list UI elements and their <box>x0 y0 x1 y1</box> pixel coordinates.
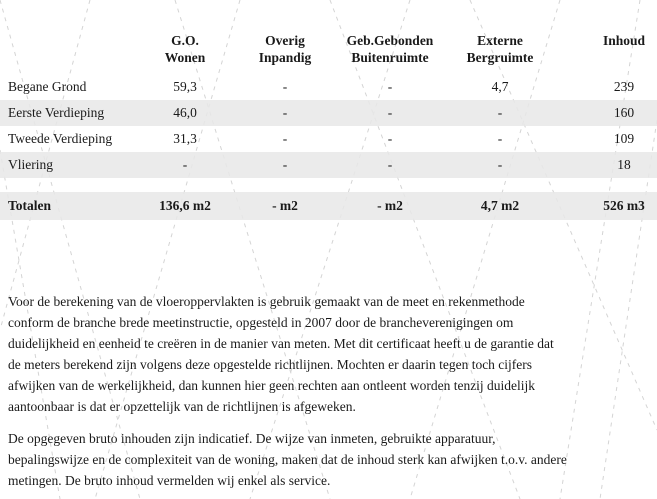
cell-externe-bergruimte: 4,7 <box>491 79 509 94</box>
cell-overig-inpandig: - <box>282 79 288 94</box>
table-row <box>0 126 657 152</box>
table-header-row <box>0 30 657 74</box>
cell-go-wonen: - <box>135 152 235 178</box>
table-row <box>0 100 657 126</box>
header-go-wonen: G.O. Wonen <box>164 33 206 65</box>
measurement-method-paragraph: Voor de berekening van de vloeroppervlakten is gebruik gemaakt van de meet en rekenmethode conform de branche brede meetinstructie, opgesteld in 2007 door de brancheverenigingen om duidelijkheid en eenheid te creëren in de manier van meten. Met dit certificaat heeft u de garantie dat de meters berekend zijn volgens deze opgestelde richtlijnen. Mochten er daarin tegen toch cijfers afwijken van de werkelijkheid, dan kunnen hier geen rechten aan ontleent worden tenzij duidelijk aantoonbaar is dat er opzettelijk van de richtlijnen is afgeweken. <box>8 294 554 414</box>
floor-area-table <box>0 30 657 220</box>
cell-overig-inpandig: - <box>235 152 335 178</box>
header-cell-floor <box>0 30 135 74</box>
cell-inhoud: 239 <box>613 79 635 94</box>
header-externe-bergruimte: Externe Bergruimte <box>466 33 534 65</box>
header-geb-gebonden-buitenruimte: Geb.Gebonden Buitenruimte <box>346 33 434 65</box>
totals-label: Totalen <box>0 192 135 220</box>
total-inhoud: 526 m3 <box>555 192 657 220</box>
cell-go-wonen: 46,0 <box>135 100 235 126</box>
cell-externe-bergruimte: - <box>445 100 555 126</box>
total-geb-gebonden-buitenruimte: - m2 <box>335 192 445 220</box>
cell-inhoud: 18 <box>555 152 657 178</box>
table-row <box>0 74 657 100</box>
cell-overig-inpandig: - <box>282 131 288 146</box>
spacer-cell <box>0 178 657 192</box>
cell-externe-bergruimte: - <box>497 131 503 146</box>
header-inhoud: Inhoud <box>602 33 646 48</box>
table-spacer-row <box>0 178 657 192</box>
cell-go-wonen: 59,3 <box>173 79 197 94</box>
row-label: Begane Grond <box>8 79 87 94</box>
cell-geb-gebonden-buitenruimte: - <box>387 131 393 146</box>
cell-geb-gebonden-buitenruimte: - <box>335 152 445 178</box>
cell-externe-bergruimte: - <box>445 152 555 178</box>
cell-inhoud: 160 <box>555 100 657 126</box>
row-label: Tweede Verdieping <box>8 131 113 146</box>
cell-go-wonen: 31,3 <box>173 131 197 146</box>
table-row <box>0 152 657 178</box>
row-label: Vliering <box>0 152 135 178</box>
cell-overig-inpandig: - <box>235 100 335 126</box>
cell-geb-gebonden-buitenruimte: - <box>335 100 445 126</box>
row-label: Eerste Verdieping <box>0 100 135 126</box>
cell-geb-gebonden-buitenruimte: - <box>387 79 393 94</box>
total-go-wonen: 136,6 m2 <box>135 192 235 220</box>
gross-volume-disclaimer-paragraph: De opgegeven bruto inhouden zijn indicatief. De wijze van inmeten, gebruikte apparatuur, bepalingswijze en de complexiteit van de woning, maken dat de inhoud sterk kan afwijken t.o.v. andere metingen. De bruto inhoud vermelden wij enkel als service. <box>8 431 567 488</box>
header-overig-inpandig: Overig Inpandig <box>258 33 312 65</box>
total-externe-bergruimte: 4,7 m2 <box>445 192 555 220</box>
totals-row <box>0 192 657 220</box>
cell-inhoud: 109 <box>613 131 635 146</box>
total-overig-inpandig: - m2 <box>235 192 335 220</box>
